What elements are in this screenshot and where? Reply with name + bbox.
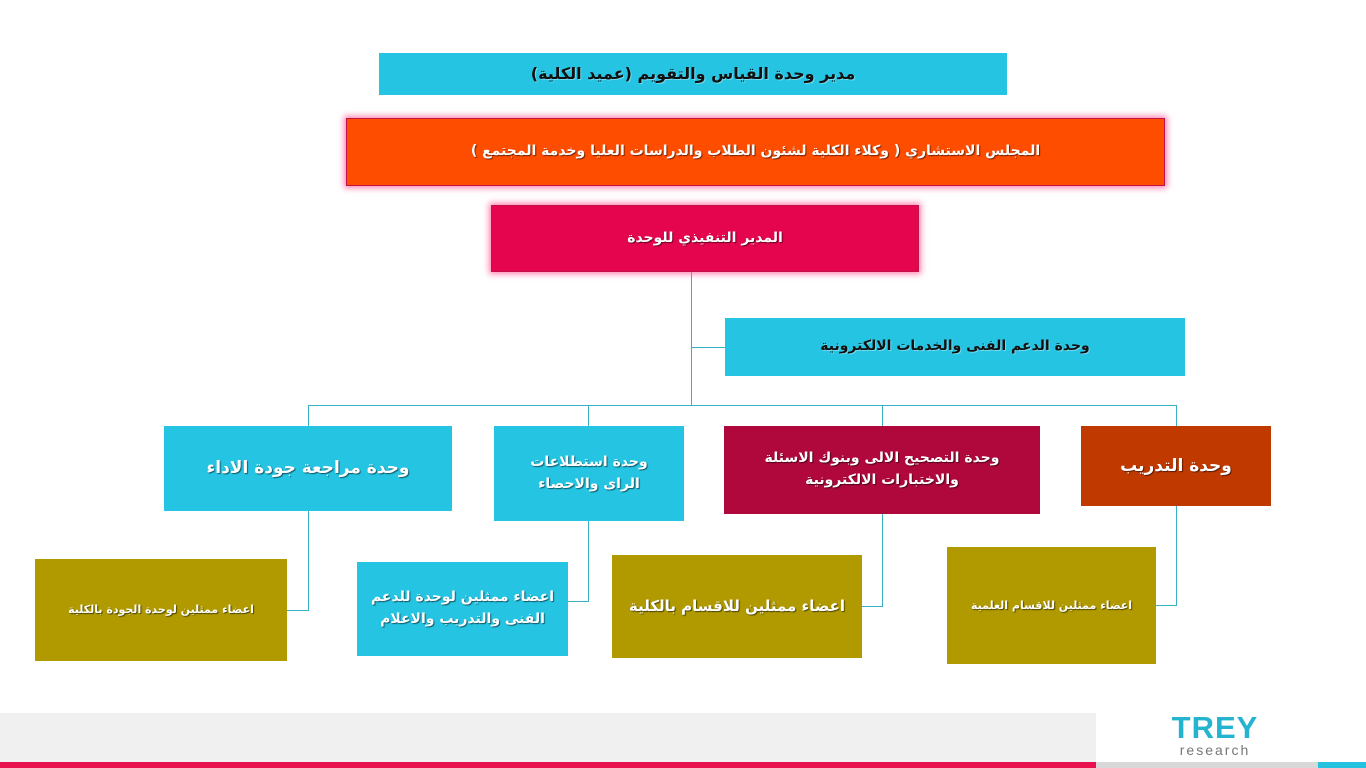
connector-trunk: [691, 272, 692, 405]
training-unit-box: [1081, 426, 1271, 506]
connector-grading-members-v: [882, 514, 883, 606]
surveys-unit-box: [494, 426, 684, 521]
footer-accent-strip: [0, 762, 1096, 768]
connector-horizontal-bus: [308, 405, 1177, 406]
connector-drop-grading: [882, 405, 883, 426]
tech-support-unit-label: وحدة الدعم الفنى والخدمات الالكترونية: [820, 338, 1090, 355]
quality-unit-label: وحدة مراجعة جودة الاداء: [206, 458, 410, 479]
connector-drop-quality: [308, 405, 309, 426]
grading-unit-label: وحدة التصحيح الالى وبنوك الاسئلة والاختبارات الالكترونية: [764, 450, 1000, 488]
top-manager-box: [379, 53, 1007, 95]
executive-director-label: المدير التنفيذي للوحدة: [627, 229, 783, 246]
training-members-label: اعضاء ممثلين للاقسام العلمية: [970, 598, 1133, 612]
training-members-box: [947, 547, 1156, 664]
connector-training-members-h: [1156, 605, 1177, 606]
connector-surveys-members-v: [588, 521, 589, 601]
surveys-members-box: [357, 562, 568, 656]
logo-main-text: TREY: [1171, 710, 1259, 745]
grading-members-label: اعضاء ممثلين للاقسام بالكلية: [628, 596, 846, 615]
tech-support-unit-box: [725, 318, 1185, 376]
connector-grading-members-h: [862, 606, 883, 607]
grading-unit-box: [724, 426, 1040, 514]
connector-quality-members-h: [287, 610, 309, 611]
advisory-council-label: المجلس الاستشاري ( وكلاء الكلية لشئون الطلاب والدراسات العليا وخدمة المجتمع ): [470, 143, 1041, 160]
quality-unit-box: [164, 426, 452, 511]
footer-bar: [0, 713, 1096, 762]
connector-drop-surveys: [588, 405, 589, 426]
connector-to-tech-support: [691, 347, 725, 348]
connector-training-members-v: [1176, 506, 1177, 605]
training-unit-label: وحدة التدريب: [1120, 455, 1232, 476]
logo-sub-text: research: [1179, 742, 1251, 758]
advisory-council-box: [346, 118, 1165, 186]
trey-research-logo: [1150, 712, 1280, 757]
surveys-members-label: اعضاء ممثلين لوحدة للدعم الفنى والتدريب والاعلام: [370, 589, 555, 627]
connector-drop-training: [1176, 405, 1177, 426]
surveys-unit-label: وحدة استطلاعات الراى والاحصاء: [530, 453, 648, 492]
executive-director-box: [491, 205, 919, 272]
grading-members-box: [612, 555, 862, 658]
quality-members-box: [35, 559, 287, 661]
footer-strip-accent: [1318, 762, 1366, 768]
connector-quality-members-v: [308, 511, 309, 610]
quality-members-label: اعضاء ممثلين لوحدة الجودة بالكلية: [68, 603, 254, 617]
footer-strip-right: [1096, 762, 1318, 768]
connector-surveys-members-h: [568, 601, 589, 602]
top-manager-label: مدير وحدة القياس والتقويم (عميد الكلية): [530, 63, 856, 83]
